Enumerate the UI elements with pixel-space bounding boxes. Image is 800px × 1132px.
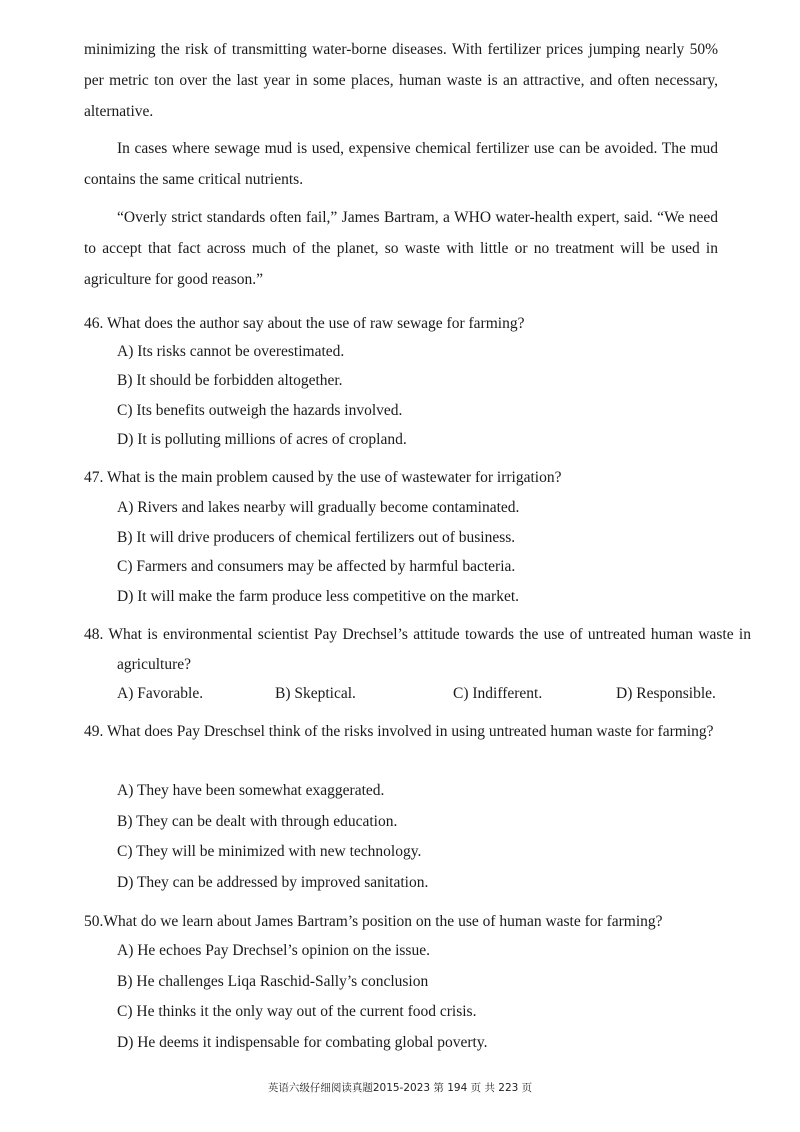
question-50-option-a: A) He echoes Pay Drechsel’s opinion on the issue. <box>117 942 430 959</box>
question-46-option-d: D) It is polluting millions of acres of cropland. <box>117 431 407 448</box>
question-50-option-c: C) He thinks it the only way out of the current food crisis. <box>117 1003 477 1020</box>
question-46-option-b: B) It should be forbidden altogether. <box>117 372 343 389</box>
question-47-stem: 47. What is the main problem caused by the use of wastewater for irrigation? <box>84 469 562 486</box>
question-46-stem: 46. What does the author say about the use of raw sewage for farming? <box>84 315 525 332</box>
question-47-option-d: D) It will make the farm produce less competitive on the market. <box>117 588 520 605</box>
question-47-option-a: A) Rivers and lakes nearby will gradually become contaminated. <box>117 499 520 516</box>
passage-paragraph-3: “Overly strict standards often fail,” James Bartram, a WHO water-health expert, said. “We need to accept that fact across much of the planet, so waste with little or no treatment will be used in agriculture for good reason.” <box>84 209 718 288</box>
question-48-option-b: B) Skeptical. <box>275 685 356 702</box>
question-50-stem: 50.What do we learn about James Bartram’s position on the use of human waste for farming? <box>84 913 663 930</box>
passage-paragraph-2: In cases where sewage mud is used, expensive chemical fertilizer use can be avoided. The mud contains the same critical nutrients. <box>84 140 718 188</box>
question-46-option-c: C) Its benefits outweigh the hazards involved. <box>117 402 403 419</box>
question-48-stem: 48. What is environmental scientist Pay Drechsel’s attitude towards the use of untreated human waste in agriculture? <box>84 626 751 673</box>
passage-paragraph-1: minimizing the risk of transmitting water-borne diseases. With fertilizer prices jumping nearly 50% per metric ton over the last year in some places, human waste is an attractive, and often necessary, alternative. <box>84 41 718 120</box>
question-48-option-d: D) Responsible. <box>616 685 716 702</box>
page-footer: 英语六级仔细阅读真题2015-2023 第 194 页 共 223 页 <box>267 1082 533 1094</box>
question-49-option-d: D) They can be addressed by improved sanitation. <box>117 874 429 891</box>
question-48-option-c: C) Indifferent. <box>453 685 543 702</box>
question-49-option-a: A) They have been somewhat exaggerated. <box>117 782 385 799</box>
question-49-stem: 49. What does Pay Dreschsel think of the risks involved in using untreated human waste for farming? <box>84 723 714 740</box>
question-47-option-b: B) It will drive producers of chemical fertilizers out of business. <box>117 529 516 546</box>
question-50-option-d: D) He deems it indispensable for combating global poverty. <box>117 1034 488 1051</box>
question-49-option-c: C) They will be minimized with new technology. <box>117 843 422 860</box>
question-46-option-a: A) Its risks cannot be overestimated. <box>117 343 345 360</box>
question-49-option-b: B) They can be dealt with through education. <box>117 813 398 830</box>
question-48-option-a: A) Favorable. <box>117 685 204 702</box>
question-50-option-b: B) He challenges Liqa Raschid-Sally’s conclusion <box>117 973 429 990</box>
question-47-option-c: C) Farmers and consumers may be affected by harmful bacteria. <box>117 558 516 575</box>
